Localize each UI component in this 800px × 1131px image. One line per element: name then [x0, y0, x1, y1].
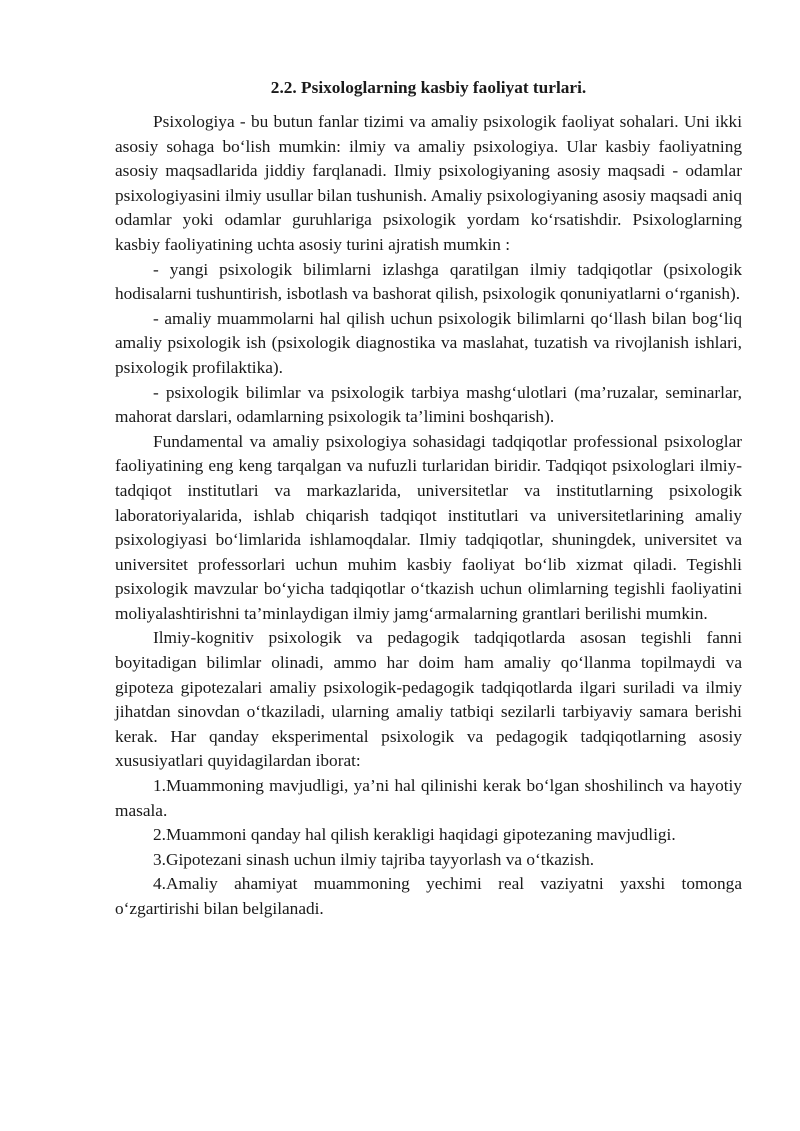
document-page [115, 76, 742, 922]
paragraph-intro: Psixologiya - bu butun fanlar tizimi va amaliy psixologik faoliyat sohalari. Uni ikki asosiy sohaga bo‘lish mumkin: ilmiy va amaliy psixologiya. Ular kasbiy faoliyatning asosiy maqsadlarida jiddiy farqlanadi. Ilmiy psixologiyaning asosiy maqsadi - odamlar psixologiyasini ilmiy usullar bilan tushunish. Amaliy psixologiyaning asosiy maqsadi aniq odamlar yoki odamlar guruhlariga psixologik yordam ko‘rsatishdir. Psixologlarning kasbiy faoliyatining uchta asosiy turini ajratish mumkin : [115, 112, 742, 254]
section-title: 2.2. Psixologlarning kasbiy faoliyat turlari. [270, 78, 587, 97]
numbered-item-3: 3.Gipotezani sinash uchun ilmiy tajriba tayyorlash va o‘tkazish. [153, 849, 595, 869]
numbered-item-2: 2.Muammoni qanday hal qilish kerakligi haqidagi gipotezaning mavjudligi. [153, 825, 676, 845]
numbered-item-4: 4.Amaliy ahamiyat muammoning yechimi real vaziyatni yaxshi tomonga o‘zgartirishi bilan belgilanadi. [115, 874, 742, 918]
list-item-research: - yangi psixologik bilimlarni izlashga qaratilgan ilmiy tadqiqotlar (psixologik hodisalarni tushuntirish, isbotlash va bashorat qilish, psixologik qonuniyatlarni o‘rganish). [115, 259, 742, 304]
list-item-practical: - amaliy muammolarni hal qilish uchun psixologik bilimlarni qo‘llash bilan bog‘liq amaliy psixologik ish (psixologik diagnostika va maslahat, tuzatish va rivojlanish ishlari, psixologik profilaktika). [115, 308, 742, 377]
paragraph-fundamental: Fundamental va amaliy psixologiya sohasidagi tadqiqotlar professional psixologlar faoliyatining eng keng tarqalgan va nufuzli turlaridan biridir. Tadqiqot psixologlari ilmiy-tadqiqot institutlari va markazlarida, universitetlar va institutlarning psixologik laboratoriyalarida, ishlab chiqarish tadqiqot institutlari va universitetlarining amaliy psixologiyasi bo‘limlarida ishlamoqdalar. Ilmiy tadqiqotlar, shuningdek, universitet va universitet professorlari uchun muhim kasbiy faoliyat bo‘lib xizmat qiladi. Tegishli psixologik mavzular bo‘yicha tadqiqotlar o‘tkazish uchun olimlarning tegishli faoliyatini moliyalashtirishni ta’minlaydigan ilmiy jamg‘armalarning grantlari berilishi mumkin. [115, 431, 742, 623]
list-item-education: - psixologik bilimlar va psixologik tarbiya mashg‘ulotlari (ma’ruzalar, seminarlar, mahorat darslari, odamlarning psixologik ta’limini boshqarish). [115, 382, 742, 427]
numbered-item-1: 1.Muammoning mavjudligi, ya’ni hal qilinishi kerak bo‘lgan shoshilinch va hayotiy masala. [115, 776, 742, 820]
paragraph-cognitive: Ilmiy-kognitiv psixologik va pedagogik tadqiqotlarda asosan tegishli fanni boyitadigan bilimlar olinadi, ammo har doim ham amaliy qo‘llanma topilmaydi va gipoteza gipotezalari amaliy psixologik-pedagogik tadqiqotlarda ilgari suriladi va ilmiy jihatdan sinovdan o‘tkaziladi, ularning amaliy tatbiqi sezilarli tarbiyaviy samara berishi kerak. Har qanday eksperimental psixologik va pedagogik tadqiqotlarning asosiy xususiyatlari quyidagilardan iborat: [115, 628, 742, 771]
